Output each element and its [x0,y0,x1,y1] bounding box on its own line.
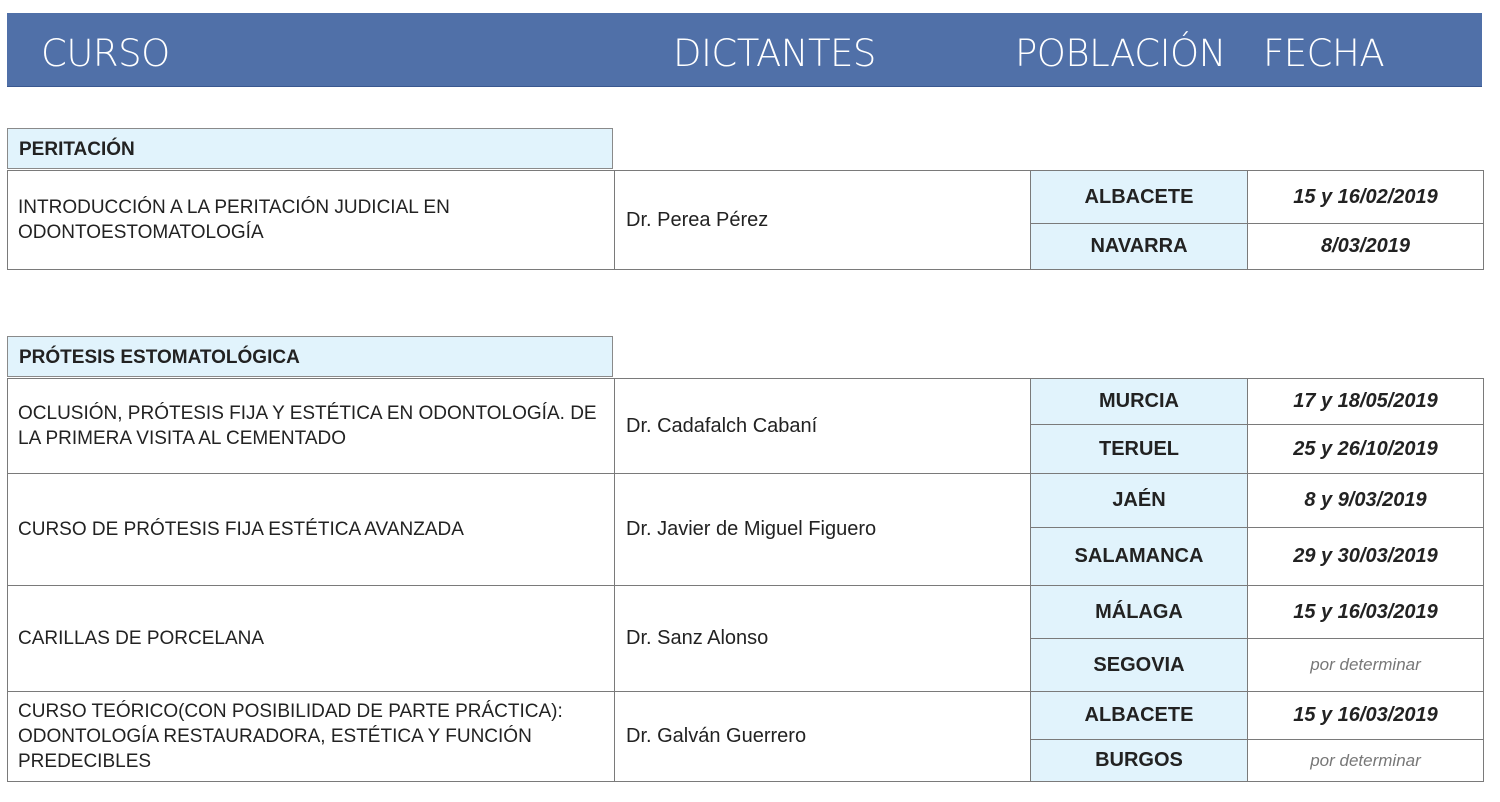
header-poblacion: POBLACIÓN [1015,32,1226,75]
session-date: por determinar [1310,655,1421,674]
course-teacher: Dr. Javier de Miguel Figuero [626,518,877,540]
course-teacher: Dr. Sanz Alonso [626,627,769,649]
session-city: MÁLAGA [1031,586,1247,638]
header-curso: CURSO [41,32,170,75]
course-name: OCLUSIÓN, PRÓTESIS FIJA Y ESTÉTICA EN ODONTOLOGÍA. DE LA PRIMERA VISITA AL CEMENTADO [18,403,597,449]
session-date: 17 y 18/05/2019 [1293,390,1438,412]
session-city: SEGOVIA [1031,639,1247,691]
table-header [7,13,1482,87]
session-date: 29 y 30/03/2019 [1293,545,1438,567]
session-date: 15 y 16/02/2019 [1293,185,1438,208]
section-title-protesis: PRÓTESIS ESTOMATOLÓGICA [7,336,613,377]
course-name: CURSO DE PRÓTESIS FIJA ESTÉTICA AVANZADA [18,519,464,540]
course-name: CURSO TEÓRICO(CON POSIBILIDAD DE PARTE PRÁCTICA): ODONTOLOGÍA RESTAURADORA, ESTÉTICA Y FUNCIÓN PREDECIBLES [18,701,563,772]
section-title-peritacion: PERITACIÓN [7,128,613,169]
course-teacher: Dr. Cadafalch Cabaní [626,414,818,437]
session-city: SALAMANCA [1031,528,1247,585]
session-date: 15 y 16/03/2019 [1293,704,1438,726]
course-teacher: Dr. Perea Pérez [626,208,769,231]
session-city: NAVARRA [1031,224,1247,269]
header-fecha: FECHA [1263,32,1385,75]
header-dictantes: DICTANTES [673,32,876,75]
session-date: 8 y 9/03/2019 [1304,489,1427,511]
course-name: INTRODUCCIÓN A LA PERITACIÓN JUDICIAL EN ODONTOESTOMATOLOGÍA [18,197,450,243]
session-date: 15 y 16/03/2019 [1293,600,1438,623]
session-city: ALBACETE [1031,171,1247,223]
table-row [8,586,614,691]
session-date: 25 y 26/10/2019 [1293,437,1438,460]
table-row [8,474,614,585]
session-city: ALBACETE [1031,692,1247,739]
session-city: BURGOS [1031,740,1247,781]
course-teacher: Dr. Galván Guerrero [626,725,807,747]
table-row [8,692,614,781]
session-city: JAÉN [1031,474,1247,527]
course-name: CARILLAS DE PORCELANA [18,628,265,649]
session-city: MURCIA [1031,379,1247,424]
table-row [8,379,614,473]
session-date: por determinar [1310,750,1421,770]
table-row [8,171,614,269]
session-date: 8/03/2019 [1321,235,1410,257]
session-city: TERUEL [1031,425,1247,473]
